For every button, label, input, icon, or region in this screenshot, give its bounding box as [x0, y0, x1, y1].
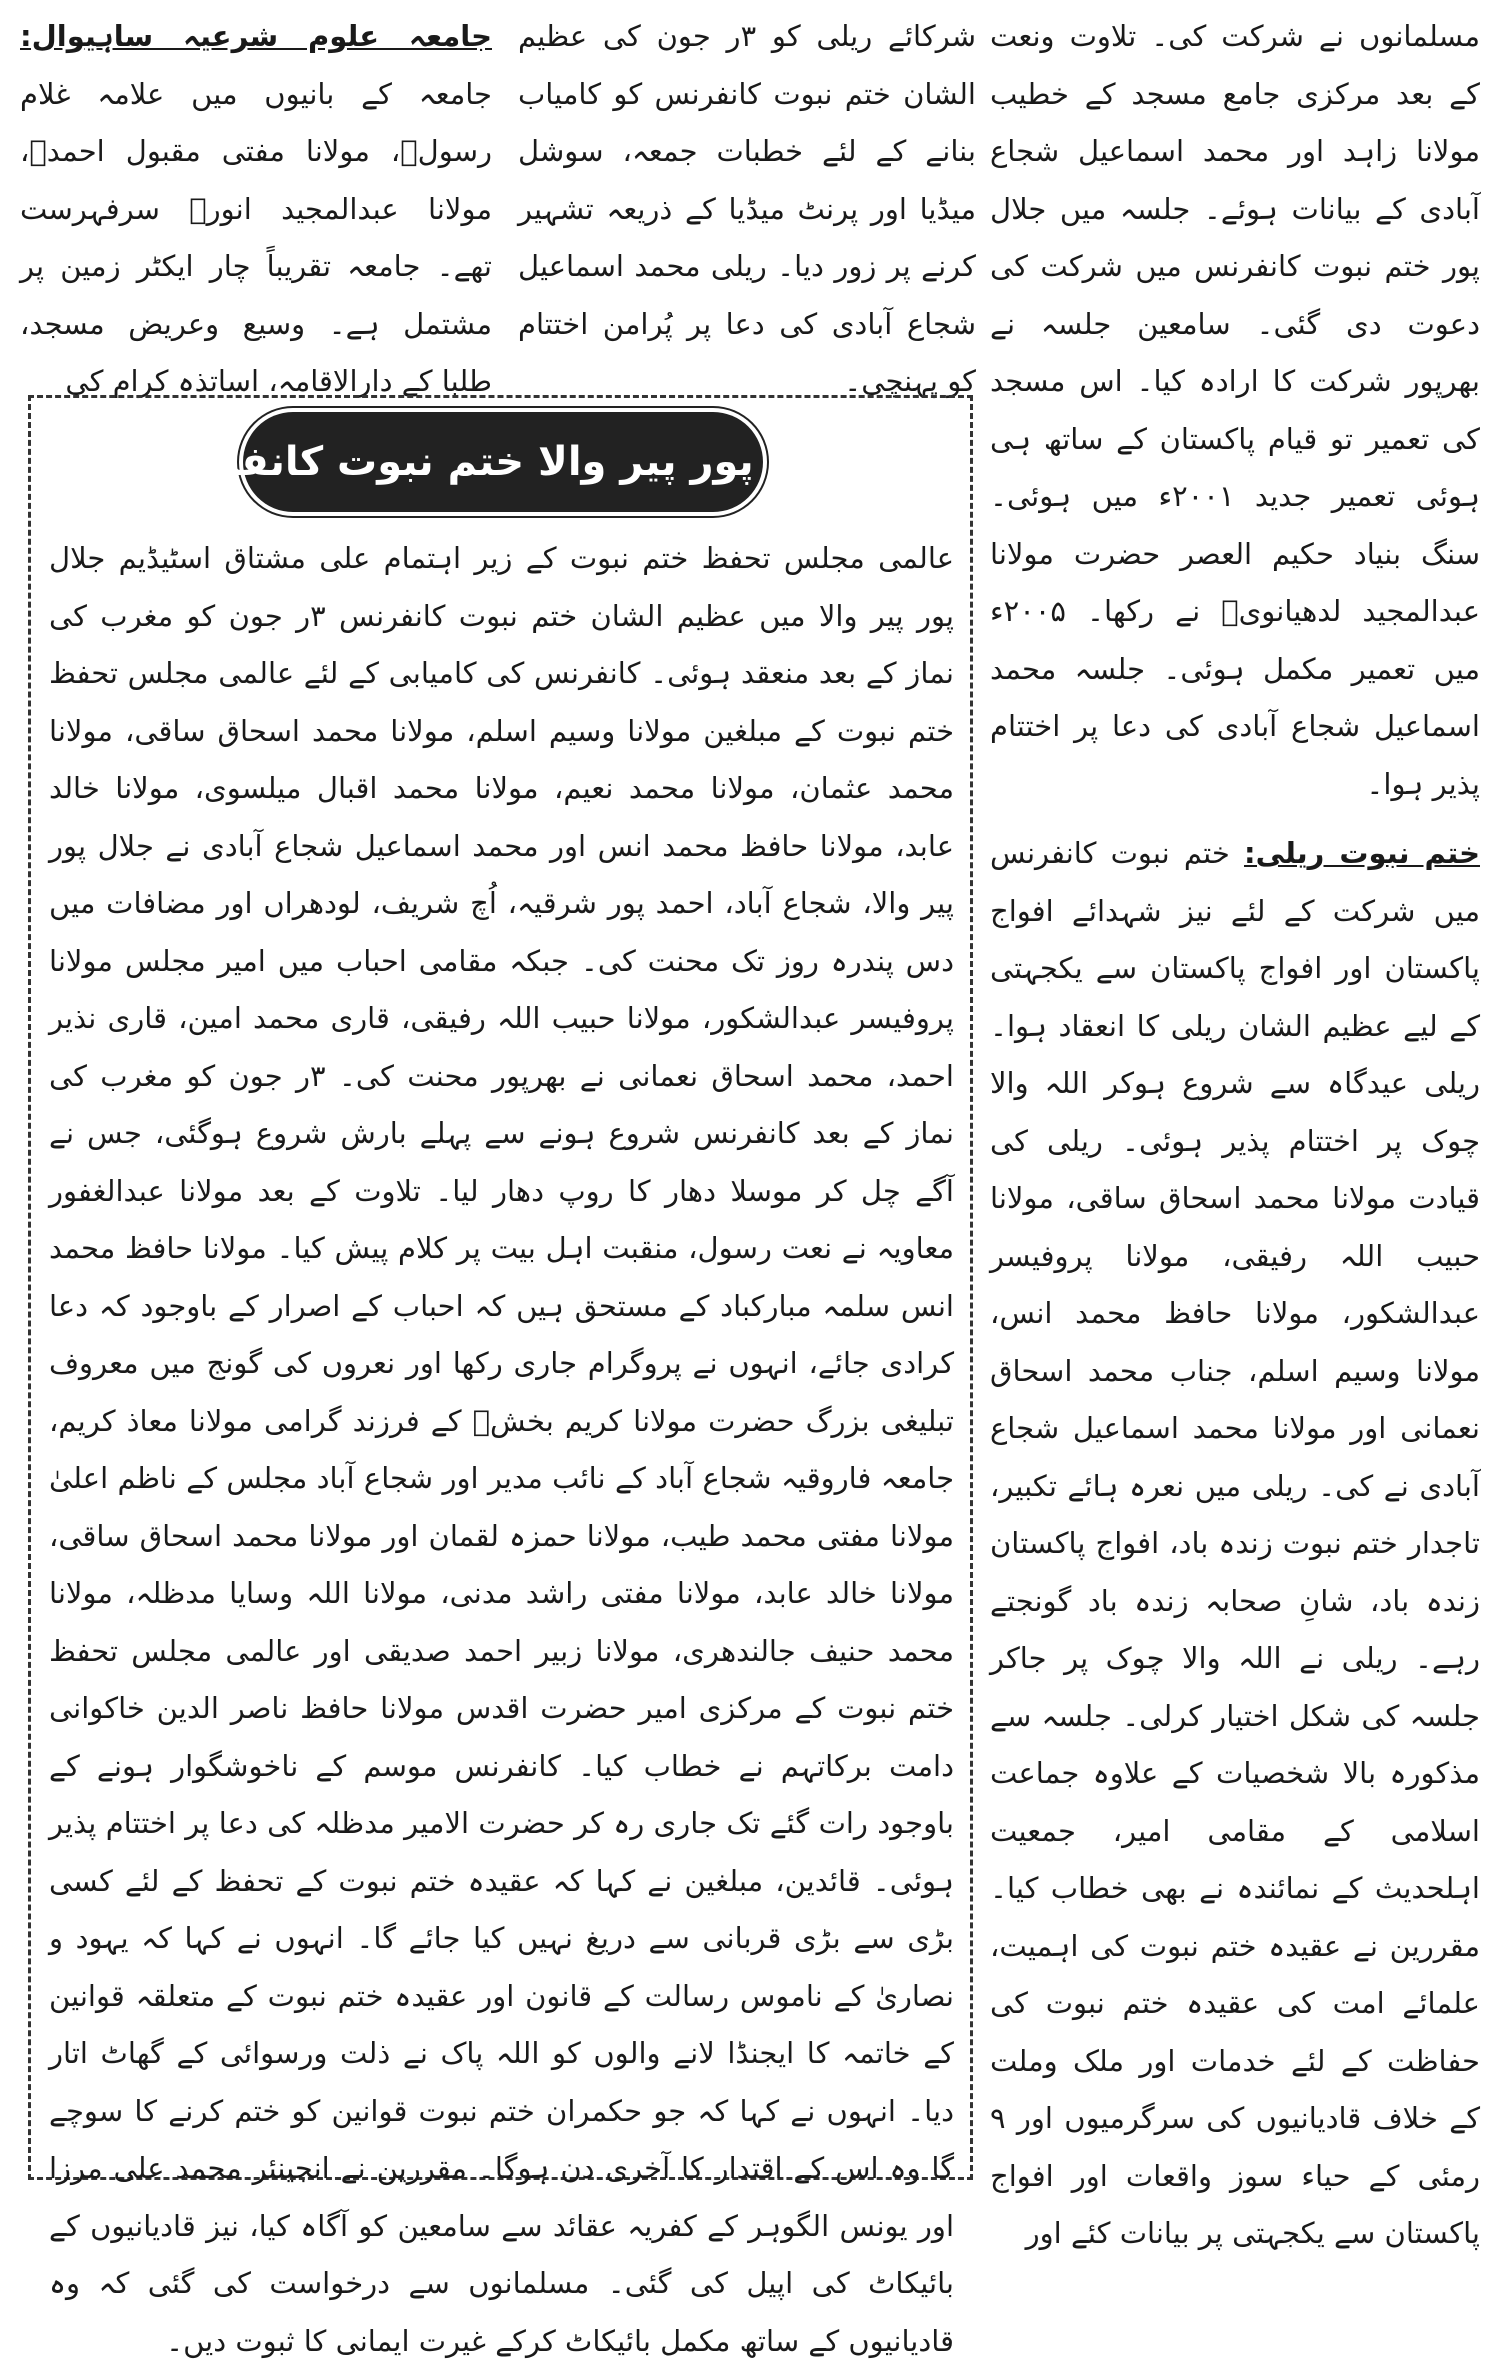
headline-banner: [144, 412, 862, 512]
article-body-paragraph: عالمی مجلس تحفظ ختم نبوت کے زیر اہتمام علی مشتاق اسٹیڈیم جلال پور پیر والا میں عظیم الشان ختم نبوت کانفرنس ۳ر جون کو مغرب کی نماز کے بعد منعقد ہوئی۔ کانفرنس کی کامیابی کے لئے عالمی مجلس تحفظ ختم نبوت کے مبلغین مولانا وسیم اسلم، مولانا محمد اسحاق ساقی، مولانا محمد عثمان، مولانا محمد نعیم، مولانا محمد اقبال میلسوی، مولانا خالد عابد، مولانا حافظ محمد انس اور محمد اسماعیل شجاع آبادی نے جلال پور پیر والا، شجاع آباد، احمد پور شرقیہ، اُچ شریف، لودھراں اور مضافات میں دس پندرہ روز تک محنت کی۔ جبکہ مقامی احباب میں امیر مجلس مولانا پروفیسر عبدالشکور، مولانا حبیب اللہ رفیقی، قاری محمد امین، قاری نذیر احمد، محمد اسحاق نعمانی نے بھرپور محنت کی۔ ۳ر جون کو مغرب کی نماز کے بعد کانفرنس شروع ہونے سے پہلے بارش شروع ہوگئی، جس نے آگے چل کر موسلا دھار کا روپ دھار لیا۔ تلاوت کے بعد مولانا عبدالغفور معاویہ نے نعت رسول، منقبت اہل بیت پر کلام پیش کیا۔ مولانا حافظ محمد انس سلمہ مبارکباد کے مستحق ہیں کہ احباب کے اصرار کے باوجود کہ دعا کرادی جائے، انہوں نے پروگرام جاری رکھا اور نعروں کی گونج میں معروف تبلیغی بزرگ حضرت مولانا کریم بخشؒ کے فرزند گرامی مولانا معاذ کریم، جامعہ فاروقیہ شجاع آباد کے نائب مدیر اور شجاع آباد مجلس کے ناظم اعلیٰ مولانا مفتی محمد طیب، مولانا حمزہ لقمان اور مولانا محمد اسحاق ساقی، مولانا خالد عابد، مولانا مفتی راشد مدنی، مولانا اللہ وسایا مدظلہ، مولانا محمد حنیف جالندھری، مولانا زبیر احمد صدیقی اور عالمی مجلس تحفظ ختم نبوت کے مرکزی امیر حضرت اقدس مولانا حافظ ناصر الدین خاکوانی دامت برکاتہم نے خطاب کیا۔ کانفرنس موسم کے ناخوشگوار ہونے کے باوجود رات گئے تک جاری رہ کر حضرت الامیر مدظلہ کی دعا پر اختتام پذیر ہوئی۔ قائدین، مبلغین نے کہا کہ عقیدہ ختم نبوت کے تحفظ کے لئے کسی بڑی سے بڑی قربانی سے دریغ نہیں کیا جائے گا۔ انہوں نے کہا کہ یہود و نصاریٰ کے ناموس رسالت کے قانون اور عقیدہ ختم نبوت کے متعلقہ قوانین کے خاتمہ کا ایجنڈا لانے والوں کو اللہ پاک نے ذلت ورسوائی کے گھاٹ اتار دیا۔ انہوں نے کہا کہ جو حکمران ختم نبوت قوانین کو ختم کرنے کا سوچے گا وہ اس کے اقتدار کا آخری دن ہوگا۔ مقررین نے انجینئر محمد علی مرزا اور یونس الگوہر کے کفریہ عقائد سے سامعین کو آگاہ کیا، نیز قادیانیوں کے بائیکاٹ کی اپیل کی گئی۔ مسلمانوں سے درخواست کی گئی کہ وہ قادیانیوں کے ساتھ مکمل بائیکاٹ کرکے غیرت ایمانی کا ثبوت دیں۔: [49, 541, 954, 2358]
left-column-text: [20, 8, 492, 398]
rally-subheading: ختم نبوت ریلی:: [1244, 836, 1480, 870]
middle-column-text: [518, 8, 976, 398]
right-column-text: [990, 8, 1480, 2250]
right-column-paragraph-2: [990, 825, 1480, 2263]
right-column-paragraph-1: مسلمانوں نے شرکت کی۔ تلاوت ونعت کے بعد مرکزی جامع مسجد کے خطیب مولانا زاہد اور محمد اسماعیل شجاع آبادی کے بیانات ہوئے۔ جلسہ میں جلال پور ختم نبوت کانفرنس میں شرکت کی دعوت دی گئی۔ سامعین جلسہ نے بھرپور شرکت کا ارادہ کیا۔ اس مسجد کی تعمیر تو قیام پاکستان کے ساتھ ہی ہوئی تعمیر جدید ۲۰۰۱ء میں ہوئی۔ سنگ بنیاد حکیم العصر حضرت مولانا عبدالمجید لدھیانویؒ نے رکھا۔ ۲۰۰۵ء میں تعمیر مکمل ہوئی۔ جلسہ محمد اسماعیل شجاع آبادی کی دعا پر اختتام پذیر ہوا۔: [990, 19, 1480, 801]
rally-paragraph-text: ختم نبوت کانفرنس میں شرکت کے لئے نیز شہدائے افواج پاکستان اور افواج پاکستان سے یکجہتی کے لیے عظیم الشان ریلی کا انعقاد ہوا۔ ریلی عیدگاہ سے شروع ہوکر اللہ والا چوک پر اختتام پذیر ہوئی۔ ریلی کی قیادت مولانا محمد اسحاق ساقی، مولانا حبیب اللہ رفیقی، مولانا پروفیسر عبدالشکور، مولانا حافظ محمد انس، مولانا وسیم اسلم، جناب محمد اسحاق نعمانی اور مولانا محمد اسماعیل شجاع آبادی نے کی۔ ریلی میں نعرہ ہائے تکبیر، تاجدار ختم نبوت زندہ باد، افواج پاکستان زندہ باد، شانِ صحابہ زندہ باد گونجتے رہے۔ ریلی نے اللہ والا چوک پر جاکر جلسہ کی شکل اختیار کرلی۔ جلسہ سے مذکورہ بالا شخصیات کے علاوہ جماعت اسلامی کے مقامی امیر، جمعیت اہلحدیث کے نمائندہ نے بھی خطاب کیا۔ مقررین نے عقیدہ ختم نبوت کی اہمیت، علمائے امت کی عقیدہ ختم نبوت کی حفاظت کے لئے خدمات اور ملک وملت کے خلاف قادیانیوں کی سرگرمیوں اور ۹ رمئی کے حیاء سوز واقعات اور افواج پاکستان سے یکجہتی پر بیانات کئے اور: [990, 836, 1480, 2250]
framed-article-box: [28, 395, 973, 2358]
middle-column-paragraph: شرکائے ریلی کو ۳ر جون کی عظیم الشان ختم نبوت کانفرنس کو کامیاب بنانے کے لئے خطبات جمعہ، سوشل میڈیا اور پرنٹ میڈیا کے ذریعہ تشہیر کرنے پر زور دیا۔ ریلی محمد اسماعیل شجاع آبادی کی دعا پر پُرامن اختتام کو پہنچی۔: [518, 19, 976, 398]
jamia-subheading: جامعہ علوم شرعیہ ساہیوال:: [20, 19, 492, 53]
article-headline: جلال پور پیر والا ختم نبوت کانفرنس: [144, 439, 862, 485]
article-body: [49, 530, 954, 2358]
jamia-paragraph-text: جامعہ کے بانیوں میں علامہ غلام رسولؒ، مولانا مفتی مقبول احمدؒ، مولانا عبدالمجید انورؒ سرفہرست تھے۔ جامعہ تقریباً چار ایکٹر زمین پر مشتمل ہے۔ وسیع وعریض مسجد، طلبا کے دارالاقامہ، اساتذہ کرام کی: [20, 76, 492, 398]
left-column-paragraph: [20, 8, 492, 411]
